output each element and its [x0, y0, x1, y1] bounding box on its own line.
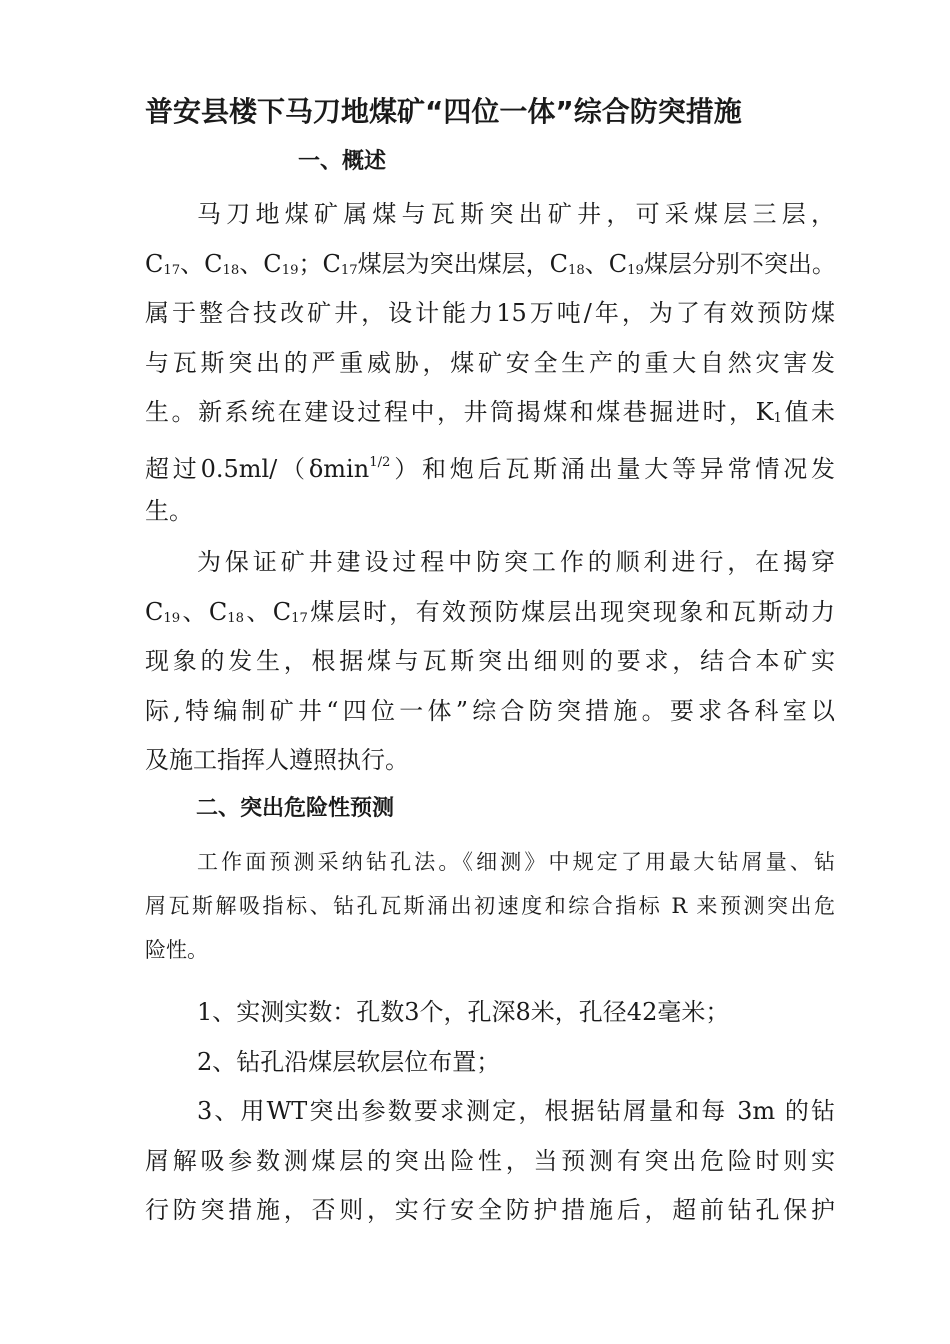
section-heading-overview: 一、概述 — [298, 149, 387, 174]
text-line: 险性。 — [145, 938, 208, 962]
text-line: 属于整合技改矿井，设计能力15万吨/年，为了有效预防煤 — [145, 299, 835, 327]
document-title: 普安县楼下马刀地煤矿“四位一体”综合防突措施 — [145, 95, 742, 128]
text-line: 工作面预测采纳钻孔法。《细测》中规定了用最大钻屑量、钻 — [197, 850, 835, 874]
paragraph-prediction — [145, 840, 835, 972]
list-item: 3、用WT突出参数要求测定，根据钻屑量和每 3m 的钻 — [197, 1097, 835, 1125]
text-line: 现象的发生，根据煤与瓦斯突出细则的要求，结合本矿实 — [145, 647, 835, 675]
text-line: 马刀地煤矿属煤与瓦斯突出矿井，可采煤层三层， — [197, 200, 835, 228]
numbered-list — [145, 988, 835, 1236]
text-line: $C_{17}$、$C_{18}$、$C_{19}$；$C_{17}$煤层为突出煤层，$C_{18}$、$C_{19}$煤层分别不突出。 — [145, 249, 836, 278]
text-line: 与瓦斯突出的严重威胁，煤矿安全生产的重大自然灾害发 — [145, 348, 835, 377]
paragraph-overview — [145, 190, 835, 537]
section-heading-prediction: 二、突出危险性预测 — [196, 796, 395, 821]
text-line: 生。 — [145, 497, 193, 525]
text-line: 际,特编制矿井“四位一体”综合防突措施。要求各科室以 — [145, 696, 835, 725]
text-line: 及施工指挥人遵照执行。 — [145, 746, 409, 774]
list-item: 1、实测实数：孔数3个，孔深8米，孔径42毫米； — [197, 998, 730, 1026]
text-line: 生。新系统在建设过程中，井筒揭煤和煤巷掘进时，$K_1$值未 — [145, 398, 835, 426]
text-line: 屑解吸参数测煤层的突出险性，当预测有突出危险时则实 — [145, 1146, 835, 1175]
paragraph-purpose — [145, 538, 835, 786]
text-line: $C_{19}$、$C_{18}$、$C_{17}$煤层时，有效预防煤层出现突现象和瓦斯动力 — [145, 597, 835, 626]
text-line: 为保证矿井建设过程中防突工作的顺利进行，在揭穿 — [197, 548, 835, 576]
text-line: 行防突措施，否则，实行安全防护措施后，超前钻孔保护 — [145, 1196, 835, 1224]
text-line: 超过0.5ml/（δmin$^{1/2}$）和炮后瓦斯涌出量大等异常情况发 — [145, 454, 836, 483]
text-line: 屑瓦斯解吸指标、钻孔瓦斯涌出初速度和综合指标 R 来预测突出危 — [145, 894, 835, 918]
list-item: 2、钻孔沿煤层软层位布置； — [197, 1047, 501, 1076]
